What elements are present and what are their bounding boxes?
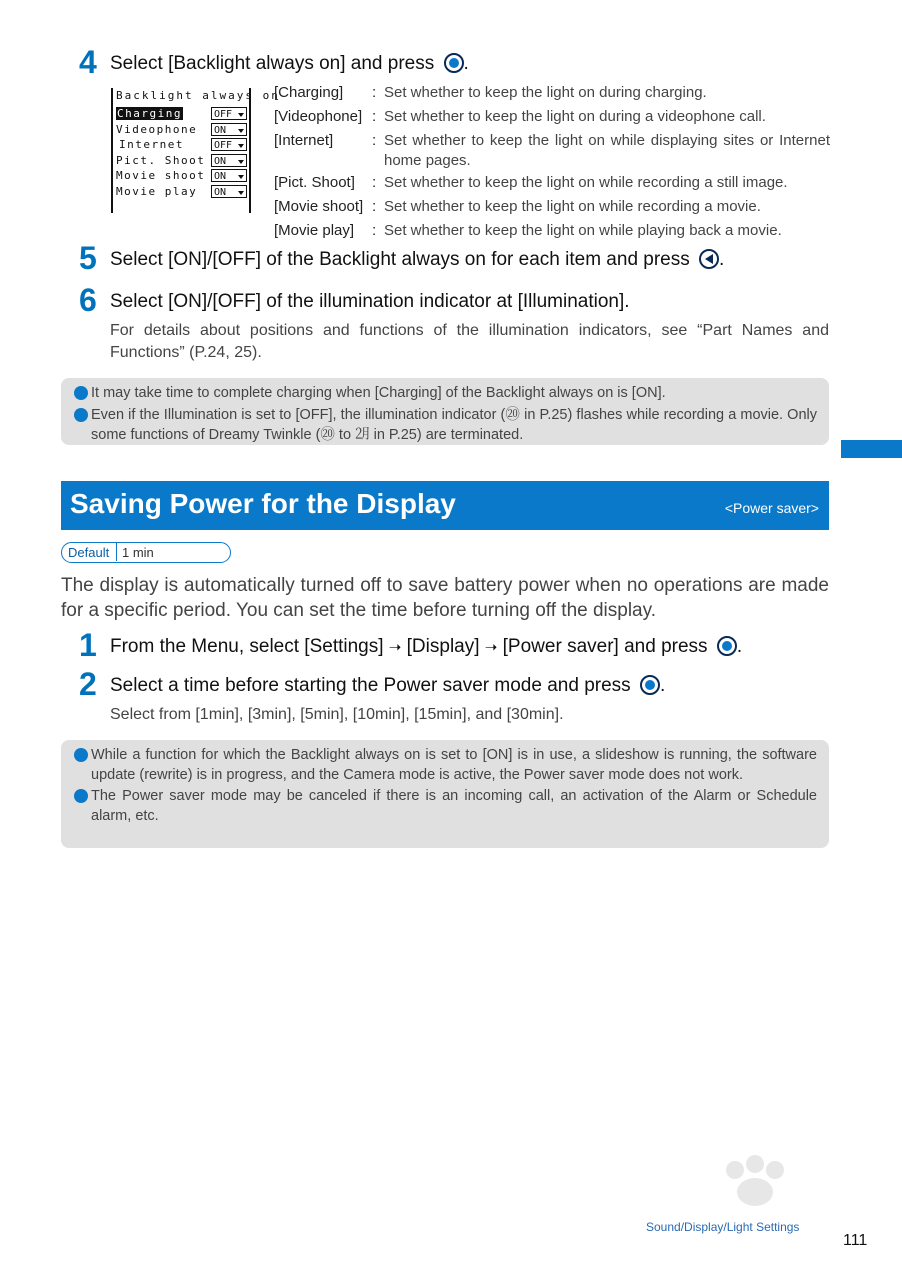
notes-box-backlight — [61, 378, 829, 445]
screen-row-label: Videophone — [116, 122, 198, 136]
dropdown-arrow-icon — [238, 191, 244, 195]
definition-colon: : — [372, 174, 377, 191]
power-step-2-instruction — [110, 674, 665, 698]
circled-number-20: ⑳ — [320, 427, 335, 443]
definition-desc: Set whether to keep the light on while recording a still image. — [384, 174, 788, 191]
note-text: While a function for which the Backlight always on is set to [ON] is in use, a slideshow is running, the software update (rewrite) is in progress, and the Camera mode is active, the Power saver mode does not work. — [91, 747, 817, 783]
screen-title: Backlight always on — [116, 89, 280, 102]
note-text: to — [334, 427, 356, 443]
default-value: 1 min — [122, 545, 154, 560]
definition-colon: : — [372, 84, 377, 101]
definition-term: [Movie play] — [274, 222, 355, 239]
power-step-2-period: . — [659, 675, 666, 696]
screen-row-value: ON — [211, 123, 247, 136]
screen-row-value: OFF — [211, 107, 247, 120]
definition-term: [Pict. Shoot] — [274, 174, 355, 191]
power-step-1-text: [Display] — [406, 636, 480, 657]
definition-term: [Internet] — [274, 132, 334, 149]
step-6-number: 6 — [79, 282, 97, 318]
bullet-icon — [74, 386, 88, 400]
note-text: in P.25) are terminated. — [369, 427, 524, 443]
definition-term: [Videophone] — [274, 108, 363, 125]
default-setting-badge — [61, 542, 231, 563]
note-item — [91, 405, 817, 445]
screen-row-videophone — [116, 123, 250, 138]
note-item — [91, 786, 817, 826]
note-text: The Power saver mode may be canceled if there is an incoming call, an activation of the Alarm or Schedule alarm, etc. — [91, 788, 817, 824]
section-tag: <Power saver> — [724, 500, 819, 516]
definition-row — [274, 173, 830, 195]
step-4-text: Select [Backlight always on] and press — [110, 53, 435, 74]
bullet-icon — [74, 748, 88, 762]
note-item — [91, 745, 817, 785]
bullet-icon — [74, 789, 88, 803]
power-step-2-detail: Select from [1min], [3min], [5min], [10min], [15min], and [30min]. — [110, 706, 564, 723]
screen-row-pict-shoot — [116, 154, 250, 169]
center-select-key-icon — [717, 636, 737, 656]
default-label: Default — [68, 545, 110, 560]
screen-row-charging — [116, 107, 250, 122]
step-5-text: Select [ON]/[OFF] of the Backlight always on for each item and press — [110, 249, 690, 270]
definition-row — [274, 107, 830, 129]
screen-row-value: ON — [211, 169, 247, 182]
power-step-1-period: . — [736, 636, 743, 657]
left-key-icon — [699, 249, 719, 269]
arrow-right-icon: ➝ — [484, 638, 498, 656]
screen-row-label: Charging — [117, 107, 182, 120]
definition-desc: Set whether to keep the light on while playing back a movie. — [384, 222, 782, 239]
step-6-text: Select [ON]/[OFF] of the illumination indicator at [Illumination]. — [110, 291, 630, 312]
power-step-2-number: 2 — [79, 666, 97, 702]
screen-row-label: Internet — [119, 138, 184, 151]
definition-term: [Charging] — [274, 84, 344, 101]
step-4-number: 4 — [79, 44, 97, 80]
definition-desc: Set whether to keep the light on while recording a movie. — [384, 198, 761, 215]
definition-colon: : — [372, 108, 377, 125]
step-5-period: . — [719, 249, 725, 270]
default-divider — [116, 543, 117, 561]
screen-row-label: Pict. Shoot — [116, 153, 206, 167]
definition-row — [274, 221, 830, 243]
note-item — [91, 383, 817, 403]
note-text: It may take time to complete charging when [Charging] of the Backlight always on is [ON]. — [91, 385, 666, 401]
definition-term: [Movie shoot] — [274, 198, 364, 215]
circled-number-25: ㋁ — [355, 427, 370, 443]
definition-row — [274, 197, 830, 219]
step-4-period: . — [463, 53, 469, 74]
definition-desc: Set whether to keep the light on while displaying sites or Internet home pages. — [384, 132, 830, 169]
power-step-1-instruction — [110, 635, 742, 659]
definition-colon: : — [372, 132, 377, 149]
definition-desc: Set whether to keep the light on during charging. — [384, 84, 707, 101]
dropdown-arrow-icon — [238, 160, 244, 164]
dropdown-arrow-icon — [238, 129, 244, 133]
definition-row — [274, 131, 830, 171]
definition-colon: : — [372, 198, 377, 215]
power-step-1-number: 1 — [79, 627, 97, 663]
section-title: Saving Power for the Display — [70, 488, 456, 519]
bullet-icon — [74, 408, 88, 422]
screen-row-value: OFF — [211, 138, 247, 151]
screen-row-internet — [116, 138, 250, 153]
center-select-key-icon — [640, 675, 660, 695]
step-5-instruction — [110, 248, 724, 272]
section-intro: The display is automatically turned off to save battery power when no operations are made for a specific period. You can set the time before turning off the display. — [61, 575, 829, 621]
notes-box-power-saver — [61, 740, 829, 848]
definition-colon: : — [372, 222, 377, 239]
backlight-screen-illustration — [111, 88, 280, 213]
screen-row-label: Movie shoot — [116, 169, 206, 182]
step-5-number: 5 — [79, 240, 97, 276]
step-6-detail: For details about positions and functions of the illumination indicators, see “Part Names and Functions” (P.24, 25). — [110, 322, 829, 361]
definition-desc: Set whether to keep the light on during a videophone call. — [384, 108, 766, 125]
chapter-side-tab — [841, 440, 902, 458]
dropdown-arrow-icon — [238, 175, 244, 179]
note-text: in P.25) flashes while recording a movie. Only some functions of Dreamy Twinkle ( — [91, 407, 817, 443]
definition-row — [274, 83, 830, 105]
step-4-instruction — [110, 52, 469, 76]
screen-row-movie-play — [116, 185, 250, 200]
dropdown-arrow-icon — [238, 144, 244, 148]
screen-row-value: ON — [211, 154, 247, 167]
screen-row-value: ON — [211, 185, 247, 198]
center-select-key-icon — [444, 53, 464, 73]
note-text: Even if the Illumination is set to [OFF], the illumination indicator ( — [91, 407, 506, 423]
circled-number-20: ⑳ — [505, 407, 521, 423]
power-step-2-text: Select a time before starting the Power saver mode and press — [110, 675, 631, 696]
page-number: 111 — [843, 1232, 868, 1249]
arrow-right-icon: ➝ — [388, 638, 402, 656]
section-heading-bar — [61, 481, 829, 530]
power-step-1-text: From the Menu, select [Settings] — [110, 636, 384, 657]
dropdown-arrow-icon — [238, 113, 244, 117]
power-step-1-text: [Power saver] and press — [502, 636, 708, 657]
chapter-footer: Sound/Display/Light Settings — [646, 1220, 800, 1234]
backlight-options-list — [274, 83, 830, 245]
screen-row-label: Movie play — [116, 184, 198, 198]
screen-row-movie-shoot — [116, 169, 250, 184]
